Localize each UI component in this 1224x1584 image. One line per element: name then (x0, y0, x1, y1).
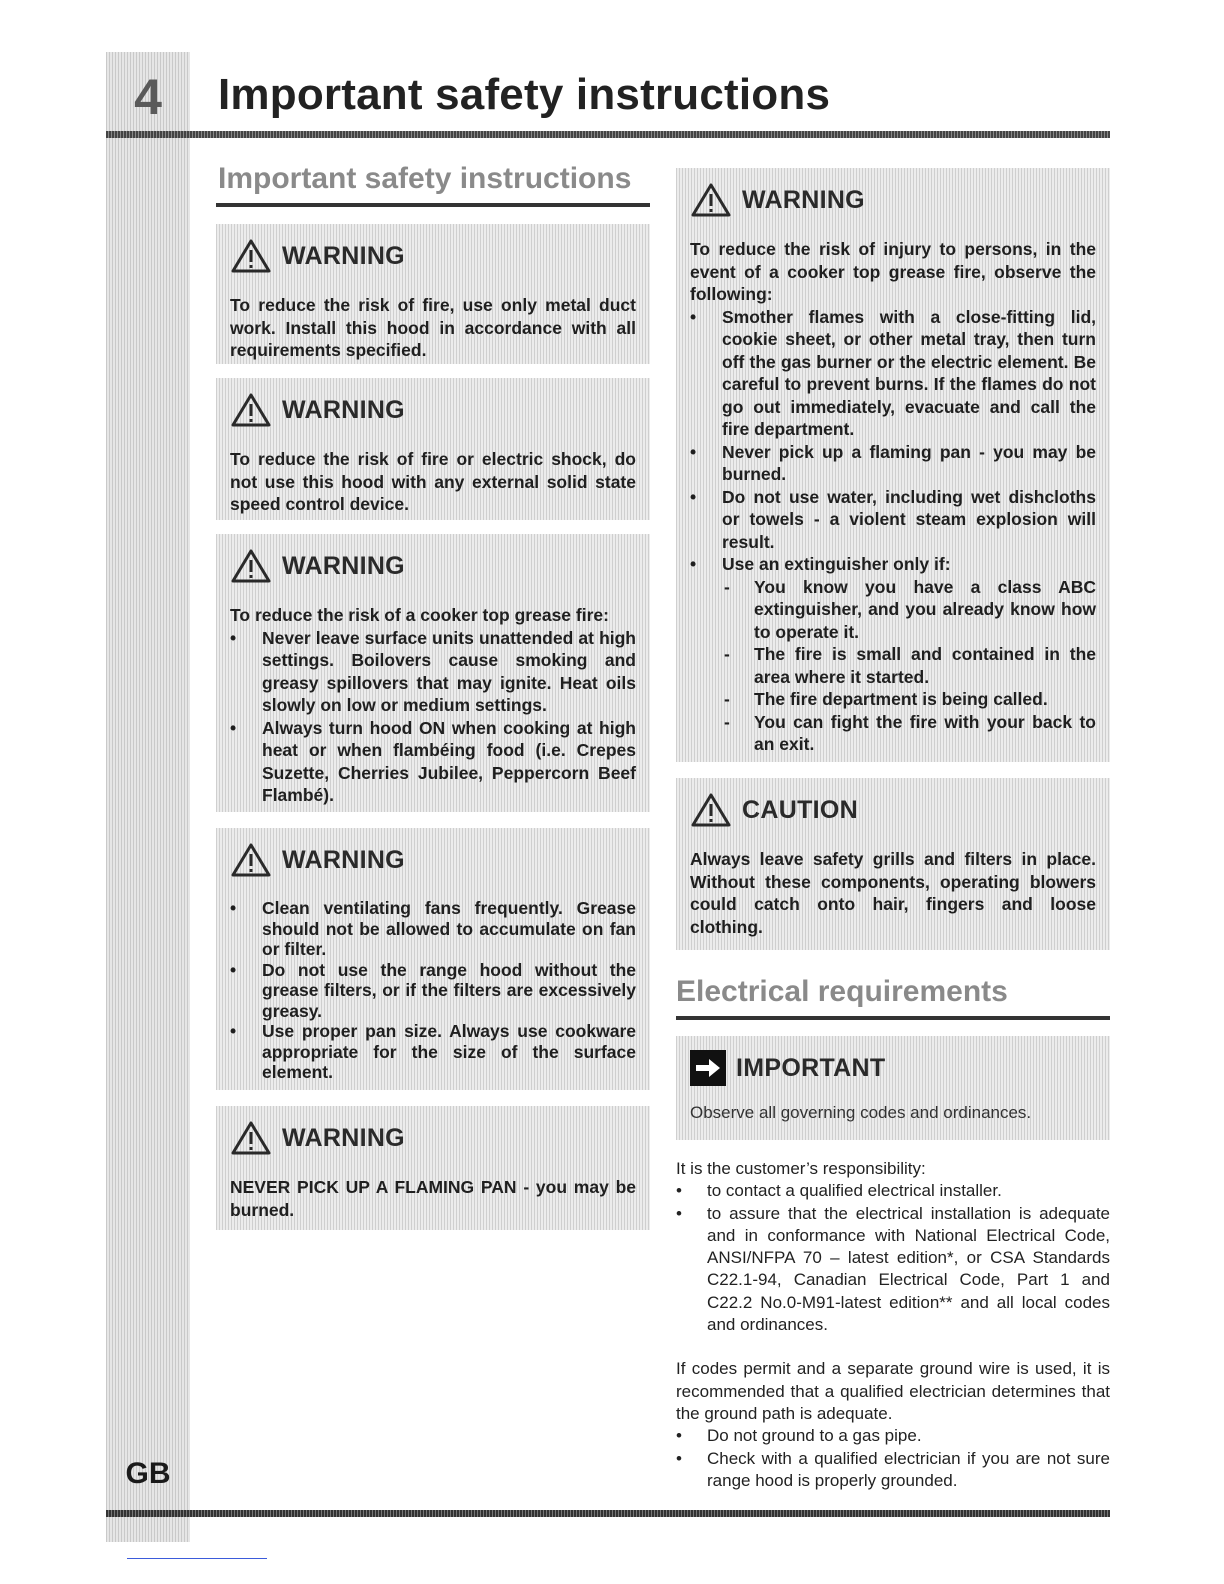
warning-text: NEVER PICK UP A FLAMING PAN - you may be burned. (230, 1177, 636, 1220)
warning-label: WARNING (282, 551, 405, 580)
warning-label: WARNING (282, 241, 405, 270)
section-rule (676, 1016, 1110, 1020)
warning-text: To reduce the risk of fire or electric shock, do not use this hood with any external solid state speed control device. (230, 449, 636, 514)
important-label: IMPORTANT (736, 1053, 886, 1082)
warning-label: WARNING (742, 185, 865, 214)
list-item: • to contact a qualified electrical installer. (676, 1180, 1110, 1202)
country-code: GB (125, 1457, 171, 1490)
warning-triangle-icon (230, 1120, 272, 1156)
warning-box-flaming-pan (216, 1106, 650, 1230)
warning-triangle-icon (690, 792, 732, 828)
bottom-rule (106, 1510, 1110, 1517)
caution-label: CAUTION (742, 795, 858, 824)
list-item: • Smother flames with a close-fitting lid, cookie sheet, or other metal tray, then turn off the gas burner or the electric element. Be careful to prevent burns. If the flames do not go out immediately, evacuate and call the fire department. (690, 306, 1096, 441)
warning-triangle-icon (230, 842, 272, 878)
sub-list-item: - The fire is small and contained in the area where it started. (722, 643, 1096, 688)
list-item: • to assure that the electrical installation is adequate and in conformance with National Electrical Code, ANSI/NFPA 70 – latest edition*, or CSA Standards C22.1-94, Canadian Electrical Code, Part 1 and C22.2 No.0-M91-latest edition** and all local codes and ordinances. (676, 1203, 1110, 1337)
list-item: • Do not ground to a gas pipe. (676, 1425, 1110, 1447)
arrow-right-icon (690, 1050, 726, 1086)
sub-list-item: - You can fight the fire with your back to an exit. (722, 711, 1096, 756)
warning-box-grease-fire (216, 534, 650, 812)
list-item: • Do not use water, including wet dishcloths or towels - a violent steam explosion will result. (690, 486, 1096, 554)
caution-text: Always leave safety grills and filters in place. Without these components, operating blowers could catch onto hair, fingers and loose clothing. (690, 849, 1096, 937)
list-item: • Never leave surface units unattended at high settings. Boilovers cause smoking and greasy spillovers that may ignite. Heat oils slowly on low or medium settings. (230, 627, 636, 717)
footer-underline (127, 1558, 267, 1559)
warning-triangle-icon (230, 548, 272, 584)
warning-triangle-icon (230, 238, 272, 274)
warning-box-fans-filters (216, 828, 650, 1090)
warning-label: WARNING (282, 1123, 405, 1152)
electrical-body (676, 1158, 1110, 1492)
warning-label: WARNING (282, 395, 405, 424)
list-item: • Never pick up a flaming pan - you may be burned. (690, 441, 1096, 486)
list-item: • Use proper pan size. Always use cookware appropriate for the size of the surface element. (230, 1021, 636, 1083)
warning-box-metal-duct (216, 224, 650, 364)
section-heading-safety: Important safety instructions (218, 162, 632, 195)
chapter-number: 4 (134, 69, 162, 125)
sub-list-item: - You know you have a class ABC extinguisher, and you already know how to operate it. (722, 576, 1096, 644)
electrical-intro: It is the customer’s responsibility: (676, 1159, 926, 1178)
caution-box (676, 778, 1110, 950)
warning-box-electric-shock (216, 378, 650, 520)
warning-label: WARNING (282, 845, 405, 874)
list-item: • Check with a qualified electrician if you are not sure range hood is properly grounded. (676, 1448, 1110, 1493)
warning-triangle-icon (690, 182, 732, 218)
list-item: • Clean ventilating fans frequently. Grease should not be allowed to accumulate on fan or filter. (230, 898, 636, 960)
title-rule (106, 131, 1110, 138)
list-item (690, 553, 1096, 756)
important-box (676, 1036, 1110, 1140)
warning-box-injury (676, 168, 1110, 762)
page-title: Important safety instructions (218, 70, 831, 119)
warning-intro: To reduce the risk of a cooker top grease fire: (230, 605, 609, 625)
list-item: • Do not use the range hood without the grease filters, or if the filters are excessively greasy. (230, 960, 636, 1022)
list-item-text: • Use an extinguisher only if: (722, 554, 951, 574)
warning-text: To reduce the risk of fire, use only metal duct work. Install this hood in accordance with all requirements specified. (230, 295, 636, 360)
important-text: Observe all governing codes and ordinances. (690, 1103, 1032, 1122)
chapter-sidebar (106, 52, 190, 1542)
electrical-paragraph: If codes permit and a separate ground wire is used, it is recommended that a qualified electrician determines that the ground path is adequate. (676, 1359, 1110, 1423)
warning-triangle-icon (230, 392, 272, 428)
section-heading-electrical: Electrical requirements (676, 975, 1008, 1008)
sub-list-item: - The fire department is being called. (722, 688, 1096, 711)
list-item: • Always turn hood ON when cooking at high heat or when flambéing food (i.e. Crepes Suzette, Cherries Jubilee, Peppercorn Beef Flambé). (230, 717, 636, 807)
warning-intro: To reduce the risk of injury to persons, in the event of a cooker top grease fire, observe the following: (690, 239, 1096, 304)
section-rule (216, 203, 650, 207)
